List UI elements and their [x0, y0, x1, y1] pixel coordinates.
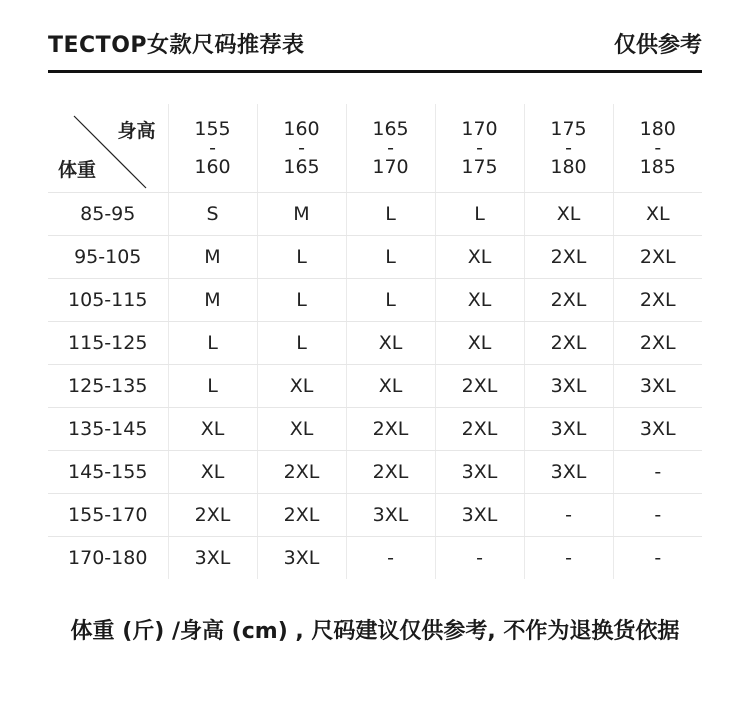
size-cell: - [346, 537, 435, 580]
table-row [48, 451, 702, 494]
height-range-header [613, 104, 702, 193]
size-cell: 3XL [346, 494, 435, 537]
size-cell: 2XL [346, 451, 435, 494]
size-cell: 2XL [524, 236, 613, 279]
size-cell: XL [613, 193, 702, 236]
table-row [48, 365, 702, 408]
weight-range-cell: 105-115 [48, 279, 168, 322]
size-cell: - [524, 494, 613, 537]
range-separator: - [298, 137, 305, 159]
size-cell: XL [257, 408, 346, 451]
size-cell: L [346, 279, 435, 322]
header-row [48, 104, 702, 193]
corner-cell [48, 104, 168, 193]
size-cell: 3XL [613, 365, 702, 408]
size-cell: - [435, 537, 524, 580]
size-cell: XL [435, 322, 524, 365]
size-cell: 2XL [613, 279, 702, 322]
size-cell: L [435, 193, 524, 236]
range-separator: - [565, 137, 572, 159]
size-cell: L [257, 279, 346, 322]
footer-note: 体重 (斤) /身高 (cm) , 尺码建议仅供参考, 不作为退换货依据 [70, 619, 680, 644]
size-cell: 2XL [613, 236, 702, 279]
header-divider [48, 70, 702, 73]
size-cell: 3XL [435, 494, 524, 537]
height-range-to: 160 [194, 156, 231, 178]
size-cell: XL [168, 451, 257, 494]
height-range-to: 165 [283, 156, 320, 178]
size-cell: XL [168, 408, 257, 451]
height-range-to: 170 [372, 156, 409, 178]
table-row [48, 537, 702, 580]
size-cell: 3XL [524, 408, 613, 451]
size-cell: 2XL [168, 494, 257, 537]
size-cell: 2XL [257, 494, 346, 537]
chart-title: TECTOP女款尺码推荐表 [48, 32, 305, 58]
size-cell: 2XL [346, 408, 435, 451]
size-cell: XL [346, 322, 435, 365]
weight-label: 体重 [58, 159, 97, 181]
table-row [48, 193, 702, 236]
size-cell: 2XL [435, 408, 524, 451]
height-range-header [435, 104, 524, 193]
size-cell: - [613, 537, 702, 580]
size-cell: XL [346, 365, 435, 408]
range-separator: - [654, 137, 662, 159]
height-range-from: 160 [283, 118, 320, 140]
weight-range-cell: 85-95 [48, 193, 168, 236]
weight-range-cell: 135-145 [48, 408, 168, 451]
reference-only-note: 仅供参考 [613, 32, 702, 58]
table-row [48, 322, 702, 365]
size-cell: - [613, 494, 702, 537]
size-cell: 3XL [257, 537, 346, 580]
weight-range-cell: 170-180 [68, 547, 148, 569]
size-cell: XL [524, 193, 613, 236]
height-range-from: 175 [550, 118, 587, 140]
range-separator: - [209, 137, 216, 159]
size-cell: 2XL [257, 451, 346, 494]
size-cell: XL [435, 236, 524, 279]
range-separator: - [476, 137, 483, 159]
table-row [48, 236, 702, 279]
height-range-to: 175 [461, 156, 498, 178]
size-cell: 2XL [524, 322, 613, 365]
size-cell: L [346, 193, 435, 236]
table-row [48, 408, 702, 451]
size-cell: L [168, 365, 257, 408]
table-row [48, 494, 702, 537]
size-cell: 2XL [435, 365, 524, 408]
size-cell: - [524, 537, 613, 580]
size-cell: 3XL [524, 365, 613, 408]
height-range-from: 170 [461, 118, 498, 140]
weight-range-cell: 115-125 [48, 322, 168, 365]
height-range-header [168, 104, 257, 193]
height-label: 身高 [117, 120, 156, 142]
size-cell: M [257, 193, 346, 236]
size-cell: L [257, 236, 346, 279]
height-range-from: 180 [639, 118, 676, 140]
height-range-from: 155 [194, 118, 231, 140]
size-cell: 3XL [435, 451, 524, 494]
table-row [48, 279, 702, 322]
size-cell: L [257, 322, 346, 365]
header [48, 26, 702, 60]
height-range-header [346, 104, 435, 193]
height-range-header [524, 104, 613, 193]
size-table [48, 104, 702, 579]
height-range-from: 165 [372, 118, 409, 140]
size-cell: - [613, 451, 702, 494]
size-cell: 2XL [524, 279, 613, 322]
size-cell: 3XL [524, 451, 613, 494]
weight-range-cell: 95-105 [48, 236, 168, 279]
height-range-to: 180 [550, 156, 587, 178]
weight-range-cell: 155-170 [48, 494, 168, 537]
range-separator: - [387, 137, 394, 159]
size-cell: L [346, 236, 435, 279]
height-range-to: 185 [639, 156, 676, 178]
size-cell: 2XL [613, 322, 702, 365]
size-cell: L [168, 322, 257, 365]
size-cell: 3XL [613, 408, 702, 451]
size-cell: M [168, 236, 257, 279]
weight-range-cell: 145-155 [48, 451, 168, 494]
size-cell: M [168, 279, 257, 322]
height-range-header [257, 104, 346, 193]
size-cell: S [168, 193, 257, 236]
size-cell: XL [257, 365, 346, 408]
size-cell: XL [435, 279, 524, 322]
weight-range-cell: 125-135 [48, 365, 168, 408]
size-cell: 3XL [168, 537, 257, 580]
